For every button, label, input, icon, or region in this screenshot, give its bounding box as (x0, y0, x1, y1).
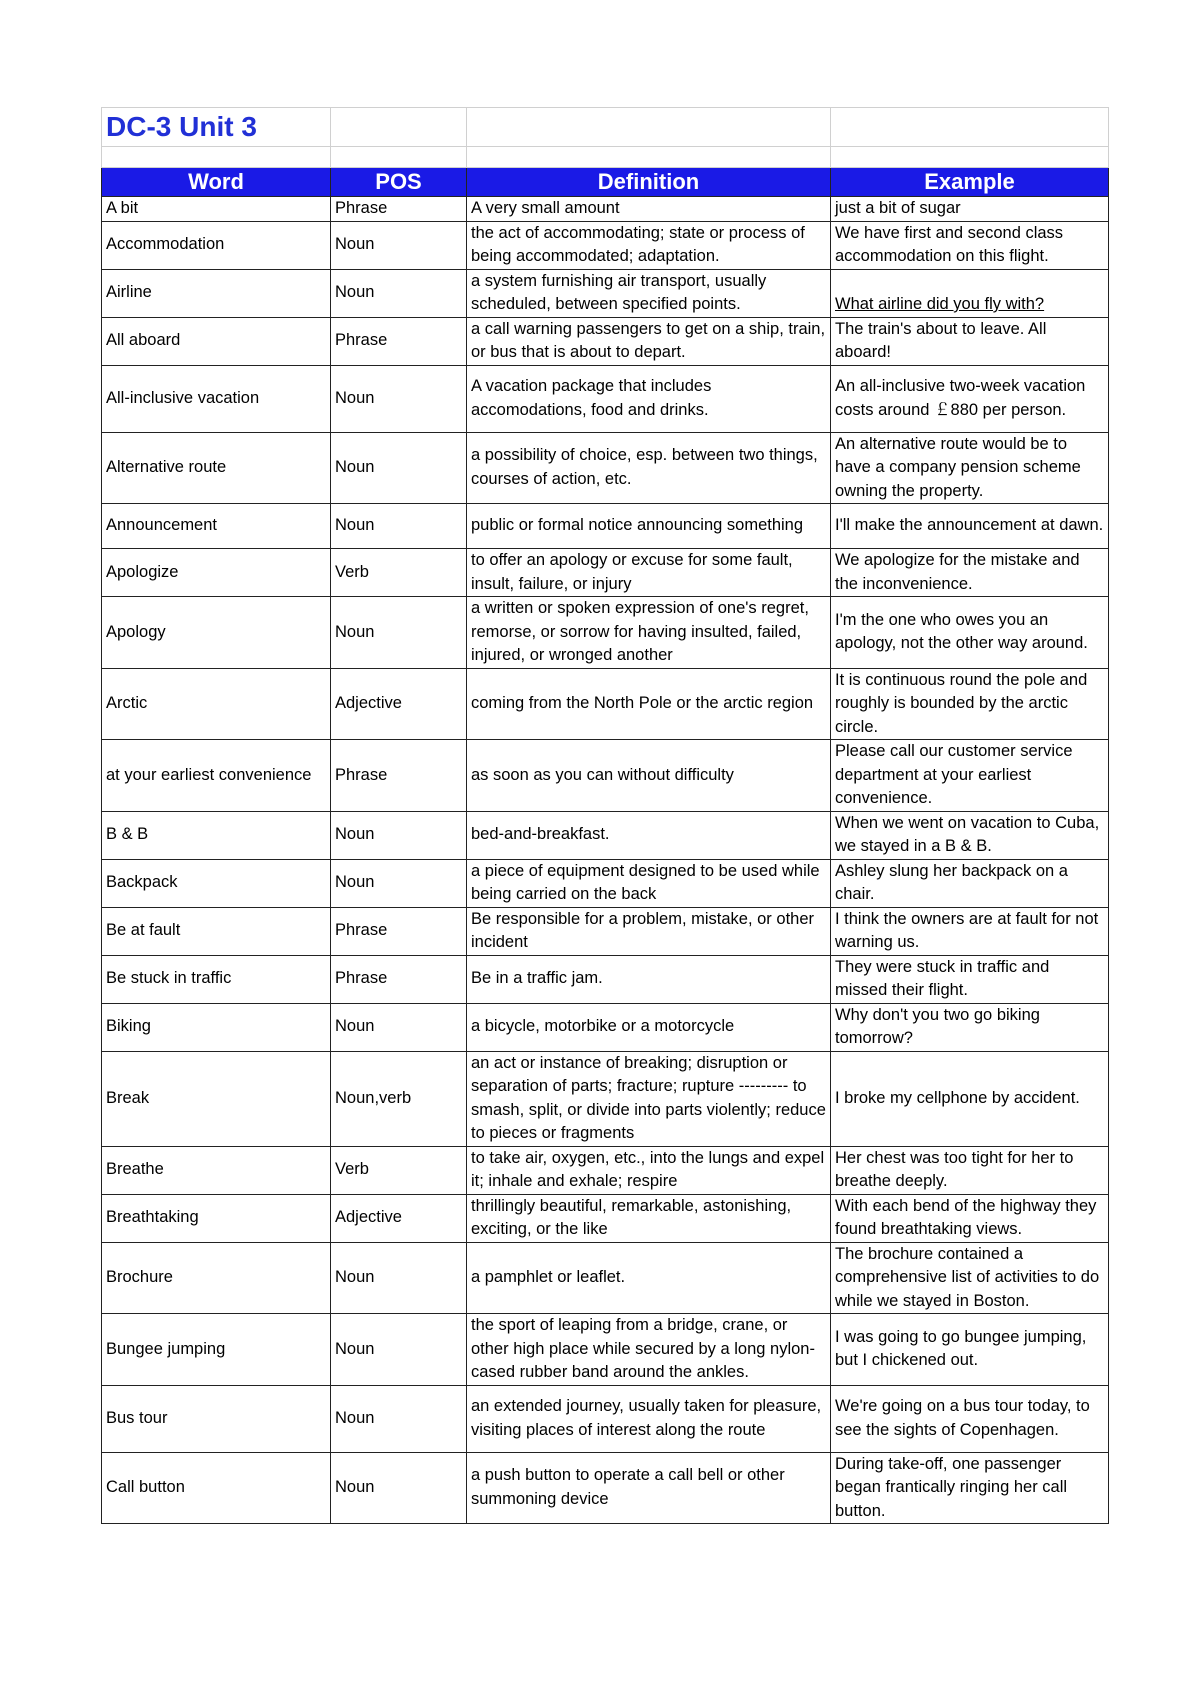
table-row (102, 1314, 1109, 1386)
definition-cell: coming from the North Pole or the arctic region (467, 668, 831, 740)
vocabulary-table (101, 107, 1109, 1524)
table-row (102, 197, 1109, 222)
pos-cell: Noun (331, 811, 467, 859)
definition-cell: a system furnishing air transport, usually scheduled, between specified points. (467, 269, 831, 317)
table-row (102, 432, 1109, 504)
pos-cell: Noun,verb (331, 1051, 467, 1146)
example-cell: Ashley slung her backpack on a chair. (831, 859, 1109, 907)
pos-cell: Verb (331, 1146, 467, 1194)
definition-cell: an extended journey, usually taken for pleasure, visiting places of interest along the route (467, 1385, 831, 1452)
word-cell: All aboard (102, 317, 331, 365)
example-cell: An all-inclusive two-week vacation costs around ￡880 per person. (831, 365, 1109, 432)
table-row (102, 740, 1109, 812)
table-row (102, 365, 1109, 432)
word-cell: Accommodation (102, 221, 331, 269)
word-cell: Breathtaking (102, 1194, 331, 1242)
table-row (102, 504, 1109, 549)
definition-cell: A very small amount (467, 197, 831, 222)
word-cell: Break (102, 1051, 331, 1146)
table-row (102, 811, 1109, 859)
table-row (102, 1051, 1109, 1146)
word-cell: Bus tour (102, 1385, 331, 1452)
example-cell: Why don't you two go biking tomorrow? (831, 1003, 1109, 1051)
definition-cell: a written or spoken expression of one's regret, remorse, or sorrow for having insulted, failed, injured, or wronged another (467, 597, 831, 669)
header-word: Word (102, 168, 331, 197)
example-cell: An alternative route would be to have a company pension scheme owning the property. (831, 432, 1109, 504)
table-row (102, 1452, 1109, 1524)
example-cell: The train's about to leave. All aboard! (831, 317, 1109, 365)
pos-cell: Phrase (331, 197, 467, 222)
definition-cell: a possibility of choice, esp. between two things, courses of action, etc. (467, 432, 831, 504)
example-cell: We apologize for the mistake and the inconvenience. (831, 549, 1109, 597)
table-row (102, 1242, 1109, 1314)
table-row (102, 317, 1109, 365)
empty-cell (331, 108, 467, 147)
example-cell: We're going on a bus tour today, to see the sights of Copenhagen. (831, 1385, 1109, 1452)
empty-cell (331, 147, 467, 168)
word-cell: Biking (102, 1003, 331, 1051)
pos-cell: Noun (331, 1242, 467, 1314)
word-cell: Arctic (102, 668, 331, 740)
pos-cell: Adjective (331, 668, 467, 740)
table-row (102, 1003, 1109, 1051)
empty-cell (467, 147, 831, 168)
word-cell: Brochure (102, 1242, 331, 1314)
example-cell: Please call our customer service department at your earliest convenience. (831, 740, 1109, 812)
pos-cell: Phrase (331, 740, 467, 812)
table-row (102, 269, 1109, 317)
example-cell: I'm the one who owes you an apology, not the other way around. (831, 597, 1109, 669)
empty-cell (467, 108, 831, 147)
header-definition: Definition (467, 168, 831, 197)
header-pos: POS (331, 168, 467, 197)
example-cell: I'll make the announcement at dawn. (831, 504, 1109, 549)
word-cell: Apologize (102, 549, 331, 597)
pos-cell: Noun (331, 432, 467, 504)
example-cell: just a bit of sugar (831, 197, 1109, 222)
example-cell: Her chest was too tight for her to breathe deeply. (831, 1146, 1109, 1194)
sheet-title: DC-3 Unit 3 (102, 108, 331, 147)
pos-cell: Noun (331, 1314, 467, 1386)
table-row (102, 1385, 1109, 1452)
definition-cell: public or formal notice announcing something (467, 504, 831, 549)
empty-cell (102, 147, 331, 168)
pos-cell: Noun (331, 1003, 467, 1051)
word-cell: All-inclusive vacation (102, 365, 331, 432)
word-cell: at your earliest convenience (102, 740, 331, 812)
table-row (102, 549, 1109, 597)
empty-cell (831, 108, 1109, 147)
header-row (102, 168, 1109, 197)
pos-cell: Noun (331, 504, 467, 549)
pos-cell: Phrase (331, 907, 467, 955)
definition-cell: A vacation package that includes accomodations, food and drinks. (467, 365, 831, 432)
word-cell: Bungee jumping (102, 1314, 331, 1386)
definition-cell: a bicycle, motorbike or a motorcycle (467, 1003, 831, 1051)
definition-cell: a push button to operate a call bell or other summoning device (467, 1452, 831, 1524)
example-cell: I think the owners are at fault for not warning us. (831, 907, 1109, 955)
pos-cell: Noun (331, 365, 467, 432)
table-row (102, 859, 1109, 907)
definition-cell: to take air, oxygen, etc., into the lungs and expel it; inhale and exhale; respire (467, 1146, 831, 1194)
pos-cell: Noun (331, 221, 467, 269)
pos-cell: Adjective (331, 1194, 467, 1242)
definition-cell: Be responsible for a problem, mistake, or other incident (467, 907, 831, 955)
word-cell: Be at fault (102, 907, 331, 955)
example-cell: With each bend of the highway they found breathtaking views. (831, 1194, 1109, 1242)
definition-cell: bed-and-breakfast. (467, 811, 831, 859)
pos-cell: Noun (331, 1452, 467, 1524)
pos-cell: Phrase (331, 955, 467, 1003)
definition-cell: a piece of equipment designed to be used while being carried on the back (467, 859, 831, 907)
example-cell: During take-off, one passenger began frantically ringing her call button. (831, 1452, 1109, 1524)
definition-cell: to offer an apology or excuse for some fault, insult, failure, or injury (467, 549, 831, 597)
definition-cell: a call warning passengers to get on a ship, train, or bus that is about to depart. (467, 317, 831, 365)
word-cell: A bit (102, 197, 331, 222)
word-cell: Alternative route (102, 432, 331, 504)
example-cell: We have first and second class accommodation on this flight. (831, 221, 1109, 269)
word-cell: Backpack (102, 859, 331, 907)
word-cell: B & B (102, 811, 331, 859)
example-cell: I broke my cellphone by accident. (831, 1051, 1109, 1146)
empty-cell (831, 147, 1109, 168)
pos-cell: Noun (331, 859, 467, 907)
word-cell: Be stuck in traffic (102, 955, 331, 1003)
definition-cell: the act of accommodating; state or process of being accommodated; adaptation. (467, 221, 831, 269)
example-text: What airline did you fly with? (835, 295, 1045, 313)
gap-row (102, 147, 1109, 168)
pos-cell: Noun (331, 269, 467, 317)
pos-cell: Noun (331, 1385, 467, 1452)
definition-cell: Be in a traffic jam. (467, 955, 831, 1003)
table-row (102, 597, 1109, 669)
definition-cell: the sport of leaping from a bridge, crane, or other high place while secured by a long nylon-cased rubber band around the ankles. (467, 1314, 831, 1386)
word-cell: Call button (102, 1452, 331, 1524)
table-row (102, 907, 1109, 955)
table-row (102, 955, 1109, 1003)
table-row (102, 1194, 1109, 1242)
pos-cell: Phrase (331, 317, 467, 365)
header-example: Example (831, 168, 1109, 197)
definition-cell: a pamphlet or leaflet. (467, 1242, 831, 1314)
example-cell: They were stuck in traffic and missed their flight. (831, 955, 1109, 1003)
table-row (102, 221, 1109, 269)
example-cell: The brochure contained a comprehensive list of activities to do while we stayed in Boston. (831, 1242, 1109, 1314)
word-cell: Apology (102, 597, 331, 669)
example-cell: I was going to go bungee jumping, but I chickened out. (831, 1314, 1109, 1386)
word-cell: Airline (102, 269, 331, 317)
word-cell: Announcement (102, 504, 331, 549)
example-cell: It is continuous round the pole and roughly is bounded by the arctic circle. (831, 668, 1109, 740)
table-row (102, 1146, 1109, 1194)
word-cell: Breathe (102, 1146, 331, 1194)
table-row (102, 668, 1109, 740)
definition-cell: as soon as you can without difficulty (467, 740, 831, 812)
definition-cell: an act or instance of breaking; disruption or separation of parts; fracture; rupture --------- to smash, split, or divide into parts violently; reduce to pieces or fragments (467, 1051, 831, 1146)
example-cell (831, 269, 1109, 317)
pos-cell: Noun (331, 597, 467, 669)
example-cell: When we went on vacation to Cuba, we stayed in a B & B. (831, 811, 1109, 859)
pos-cell: Verb (331, 549, 467, 597)
definition-cell: thrillingly beautiful, remarkable, astonishing, exciting, or the like (467, 1194, 831, 1242)
title-row (102, 108, 1109, 147)
